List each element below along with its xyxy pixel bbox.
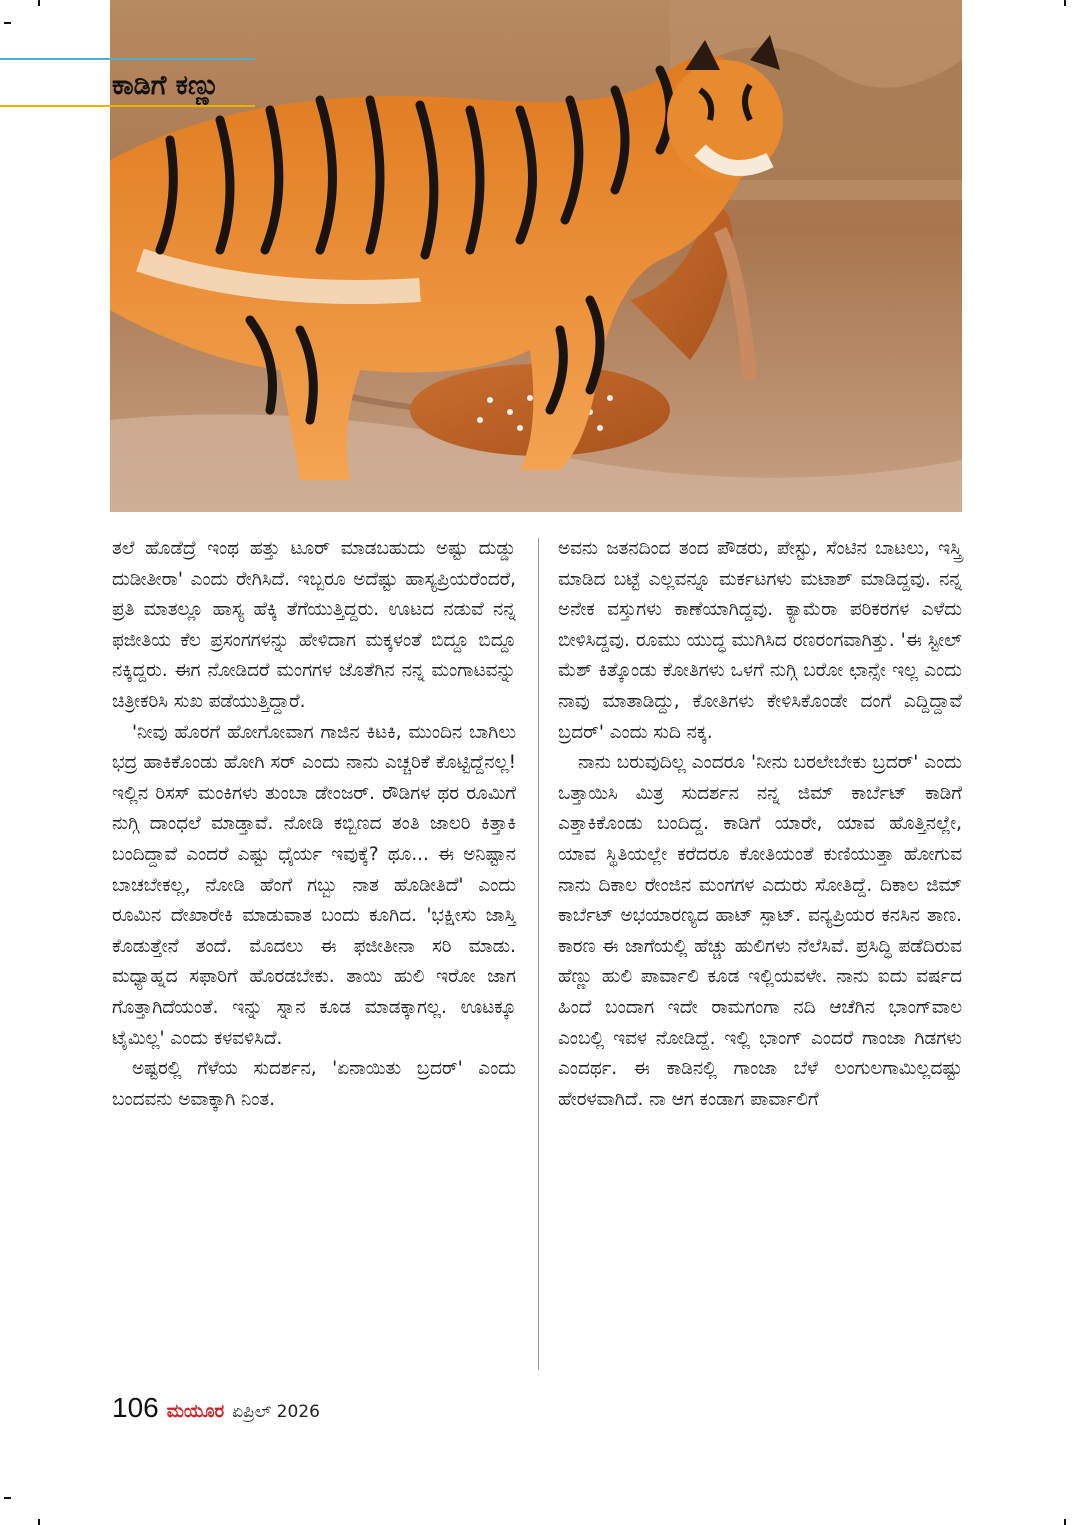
paragraph: ನಾನು ಬರುವುದಿಲ್ಲ ಎಂದರೂ 'ನೀನು ಬರಲೇಬೇಕು ಬ್ರದರ್' ಎಂದು ಒತ್ತಾಯಿಸಿ ಮಿತ್ರ ಸುದರ್ಶನ ನನ್ನ ಜಿಮ್ ಕಾರ್ಬೆಟ್ ಕಾಡಿಗೆ ಎತ್ತಾಕಿಕೊಂಡು ಬಂದಿದ್ದ. ಕಾಡಿಗೆ ಯಾರೇ, ಯಾವ ಹೊತ್ತಿನಲ್ಲೇ, ಯಾವ ಸ್ಥಿತಿಯಲ್ಲೇ ಕರೆದರೂ ಕೋತಿಯಂತೆ ಕುಣಿಯುತ್ತಾ ಹೋಗುವ ನಾನು ದಿಕಾಲ ರೇಂಜಿನ ಮಂಗಗಳ ಎದುರು ಸೋತಿದ್ದೆ. ದಿಕಾಲ ಜಿಮ್ ಕಾರ್ಬೆಟ್ ಅಭಯಾರಣ್ಯದ ಹಾಟ್ ಸ್ಪಾಟ್. ವನ್ಯಪ್ರಿಯರ ಕನಸಿನ ತಾಣ. ಕಾರಣ ಈ ಜಾಗೆಯಲ್ಲಿ ಹೆಚ್ಚು ಹುಲಿಗಳು ನೆಲೆಸಿವೆ. ಪ್ರಸಿದ್ಧಿ ಪಡೆದಿರುವ ಹೆಣ್ಣು ಹುಲಿ ಪಾರ್ವಾಲಿ ಕೂಡ ಇಲ್ಲಿಯವಳೇ. ನಾನು ಐದು ವರ್ಷದ ಹಿಂದೆ ಬಂದಾಗ ಇದೇ ರಾಮಗಂಗಾ ನದಿ ಆಚೆಗಿನ ಭಾಂಗ್‌ವಾಲ ಎಂಬಲ್ಲಿ ಇವಳ ನೋಡಿದ್ದೆ. ಇಲ್ಲಿ ಭಾಂಗ್ ಎಂದರೆ ಗಾಂಜಾ ಗಿಡಗಳು ಎಂದರ್ಥ. ಈ ಕಾಡಿನಲ್ಲಿ ಗಾಂಜಾ ಬೆಳೆ ಲಂಗುಲಗಾಮಿಲ್ಲದಷ್ಟು ಹೇರಳವಾಗಿದೆ. ನಾ ಆಗ ಕಂಡಾಗ ಪಾರ್ವಾಲಿಗೆ [558, 752, 962, 1110]
crop-mark [1064, 0, 1066, 6]
magazine-logo: ಮಯೂರ [166, 1401, 225, 1422]
tiger-with-deer-photo [110, 0, 962, 512]
right-column [558, 534, 962, 1115]
section-label: ಕಾಡಿಗೆ ಕಣ್ಣು [112, 70, 220, 101]
paragraph: ಅಷ್ಟರಲ್ಲಿ ಗೆಳೆಯ ಸುದರ್ಶನ, 'ಏನಾಯಿತು ಬ್ರದರ್' ಎಂದು ಬಂದವನು ಅವಾಕ್ಕಾಗಿ ನಿಂತ. [112, 1058, 516, 1110]
issue-date: ಏಪ್ರಿಲ್ 2026 [232, 1402, 320, 1422]
paragraph: ಅವನು ಜತನದಿಂದ ತಂದ ಪೌಡರು, ಪೇಸ್ಟು, ಸೆಂಟಿನ ಬಾಟಲು, ಇಸ್ತ್ರಿ ಮಾಡಿದ ಬಟ್ಟೆ ಎಲ್ಲವನ್ನೂ ಮರ್ಕಟಗಳು ಮಟಾಶ್ ಮಾಡಿದ್ದವು. ನನ್ನ ಅನೇಕ ವಸ್ತುಗಳು ಕಾಣೆಯಾಗಿದ್ದವು. ಕ್ಯಾಮೆರಾ ಪರಿಕರಗಳ ಎಳೆದು ಬೀಳಿಸಿದ್ದವು. ರೂಮು ಯುದ್ಧ ಮುಗಿಸಿದ ರಣರಂಗವಾಗಿತ್ತು. 'ಈ ಸ್ಟೀಲ್ ಮೆಶ್ ಕಿತ್ಕೊಂಡು ಕೋತಿಗಳು ಒಳಗೆ ನುಗ್ಗಿ ಬರೋ ಛಾನ್ಸೇ ಇಲ್ಲ ಎಂದು ನಾವು ಮಾತಾಡಿದ್ದು, ಕೋತಿಗಳು ಕೇಳಿಸಿಕೊಂಡೇ ದಂಗೆ ಎದ್ದಿದ್ದಾವೆ ಬ್ರದರ್' ಎಂದು ಸುದಿ ನಕ್ಕ. [558, 538, 962, 743]
paragraph: 'ನೀವು ಹೊರಗೆ ಹೋಗೋವಾಗ ಗಾಜಿನ ಕಿಟಕಿ, ಮುಂದಿನ ಬಾಗಿಲು ಭದ್ರ ಹಾಕಿಕೊಂಡು ಹೋಗಿ ಸರ್ ಎಂದು ನಾನು ಎಚ್ಚರಿಕೆ ಕೊಟ್ಟಿದ್ದೆನಲ್ಲ! ಇಲ್ಲಿನ ರಿಸಸ್ ಮಂಕಿಗಳು ತುಂಬಾ ಡೇಂಜರ್. ರೌಡಿಗಳ ಥರ ರೂಮಿಗೆ ನುಗ್ಗಿ ದಾಂಧಲೆ ಮಾಡ್ತಾವೆ. ನೋಡಿ ಕಬ್ಬಿಣದ ತಂತಿ ಜಾಲರಿ ಕಿತ್ತಾಕಿ ಬಂದಿದ್ದಾವೆ ಎಂದರೆ ಎಷ್ಟು ಧೈರ್ಯ ಇವುಕ್ಕೆ? ಥೂ... ಈ ಅನಿಷ್ಟಾನ ಬಾಚಬೇಕಲ್ಲ, ನೋಡಿ ಹೆಂಗೆ ಗಬ್ಬು ನಾತ ಹೊಡೀತಿದೆ' ಎಂದು ರೂಮಿನ ದೇಖಾರೇಕಿ ಮಾಡುವಾತ ಬಂದು ಕೂಗಿದ. 'ಭಕ್ಷೀಸು ಜಾಸ್ತಿ ಕೊಡುತ್ತೇನೆ ತಂದೆ. ಮೊದಲು ಈ ಫಜೀತೀನಾ ಸರಿ ಮಾಡು. ಮಧ್ಯಾಹ್ನದ ಸಫಾರಿಗೆ ಹೊರಡಬೇಕು. ತಾಯಿ ಹುಲಿ ಇರೋ ಜಾಗ ಗೊತ್ತಾಗಿದೆಯಂತೆ. ಇನ್ನು ಸ್ನಾನ ಕೂಡ ಮಾಡಕ್ಕಾಗಲ್ಲ. ಊಟಕ್ಕೂ ಟೈಮಿಲ್ಲ' ಎಂದು ಕಳವಳಿಸಿದೆ. [112, 721, 516, 1049]
accent-rule-yellow [0, 105, 255, 107]
page-number: 106 [112, 1392, 159, 1423]
crop-mark [1064, 1519, 1066, 1525]
crop-mark [4, 22, 11, 24]
left-column [112, 534, 516, 1115]
paragraph: ತಲೆ ಹೊಡೆದ್ರೆ ಇಂಥ ಹತ್ತು ಟೂರ್ ಮಾಡಬಹುದು ಅಷ್ಟು ದುಡ್ಡು ದುಡೀತೀರಾ' ಎಂದು ರೇಗಿಸಿದೆ. ಇಬ್ಬರೂ ಅದೆಷ್ಟು ಹಾಸ್ಯಪ್ರಿಯರೆಂದರೆ, ಪ್ರತಿ ಮಾತಲ್ಲೂ ಹಾಸ್ಯ ಹೆಕ್ಕಿ ತೆಗೆಯುತ್ತಿದ್ದರು. ಊಟದ ನಡುವೆ ನನ್ನ ಫಜೀತಿಯ ಕೆಲ ಪ್ರಸಂಗಗಳನ್ನು ಹೇಳಿದಾಗ ಮಕ್ಕಳಂತೆ ಬಿದ್ದೂ ಬಿದ್ದೂ ನಕ್ಕಿದ್ದರು. ಈಗ ನೋಡಿದರೆ ಮಂಗಗಳ ಜೊತೆಗಿನ ನನ್ನ ಮಂಗಾಟವನ್ನು ಚಿತ್ರೀಕರಿಸಿ ಸುಖ ಪಡೆಯುತ್ತಿದ್ದಾರೆ. [112, 538, 516, 712]
crop-mark [38, 1519, 40, 1525]
page-footer [112, 1392, 320, 1424]
column-divider [538, 538, 539, 1370]
accent-rule-teal [0, 58, 255, 60]
crop-mark [38, 0, 40, 6]
crop-mark [4, 1497, 11, 1499]
